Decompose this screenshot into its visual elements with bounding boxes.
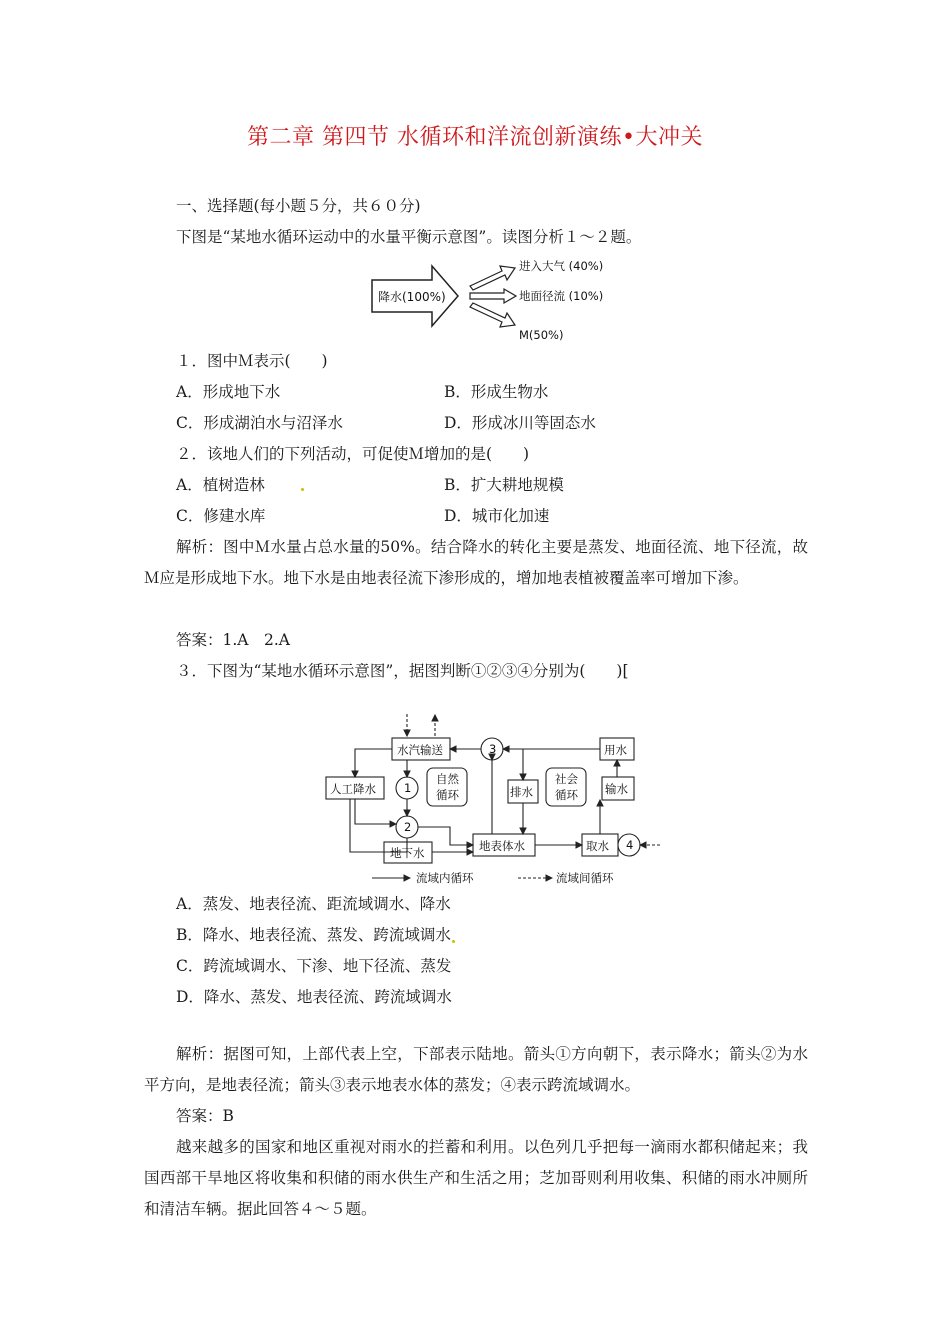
speck-mark (452, 940, 455, 943)
circle-3-label: 3 (489, 742, 497, 756)
q3-option-d: D．降水、蒸发、地表径流、跨流域调水 (176, 988, 452, 1006)
social-label: 社会循环 (555, 772, 578, 802)
q1-option-d: D．形成冰川等固态水 (444, 414, 596, 432)
analysis-3: 解析：据图可知，上部代表上空，下部表示陆地。箭头①方向朝下，表示降水；箭头②为水平方向，是地表径流；箭头③表示地表水体的蒸发；④表示跨流域调水。 (144, 1045, 808, 1094)
speck-mark (301, 488, 304, 491)
question-intro: 下图是“某地水循环运动中的水量平衡示意图”。读图分析１～２题。 (176, 228, 642, 246)
section-heading: 一、选择题(每小题５分，共６０分) (176, 197, 421, 215)
rain-label: 人工降水 (330, 782, 376, 796)
circle-4-label: 4 (626, 838, 634, 852)
atmosphere-arrow (470, 266, 515, 290)
runoff-label: 地面径流 (10%) (519, 289, 604, 303)
q2-option-a: A．植树造林 (176, 476, 265, 494)
water-cycle-diagram (320, 712, 665, 890)
legend-inter-label: 流域间循环 (556, 871, 614, 885)
m-label: M(50%) (519, 328, 564, 342)
precipitation-label: 降水(100%) (378, 290, 446, 304)
transport-label: 输水 (605, 782, 628, 796)
legend-inner-label: 流域内循环 (416, 871, 474, 885)
use-label: 用水 (604, 743, 627, 757)
q1-option-c: C．形成湖泊水与沼泽水 (176, 414, 343, 432)
question-3-stem: ３．下图为“某地水循环示意图”，据图判断①②③④分别为( )[ (176, 662, 629, 680)
q2-option-b: B．扩大耕地规模 (444, 476, 564, 494)
q3-option-c: C．跨流域调水、下渗、地下径流、蒸发 (176, 957, 452, 975)
question-2-stem: ２．该地人们的下列活动，可促使Ｍ增加的是( ) (176, 445, 530, 463)
answer-3: 答案：B (176, 1107, 234, 1125)
analysis-1-2: 解析：图中Ｍ水量占总水量的50%。结合降水的转化主要是蒸发、地面径流、地下径流，故Ｍ应是形成地下水。地下水是由地表径流下渗形成的，增加地表植被覆盖率可增加下渗。 (144, 538, 808, 587)
q1-option-b: B．形成生物水 (444, 383, 549, 401)
runoff-arrow (470, 289, 516, 303)
drain-label: 排水 (510, 785, 533, 799)
circle-1-label: 1 (404, 781, 412, 795)
natural-label: 自然循环 (436, 772, 459, 802)
passage-4-5: 越来越多的国家和地区重视对雨水的拦蓄和利用。以色列几乎把每一滴雨水都积储起来；我国西部干旱地区将收集和积储的雨水供生产和生活之用；芝加哥则利用收集、积储的雨水冲厕所和清洁车辆。据此回答４～５题。 (144, 1138, 808, 1218)
water-balance-diagram (370, 252, 630, 344)
q3-option-b: B．降水、地表径流、蒸发、跨流域调水 (176, 926, 451, 944)
page-title: 第二章 第四节 水循环和洋流创新演练•大冲关 (247, 125, 703, 150)
answer-1-2: 答案：1.A 2.A (176, 631, 290, 649)
question-1-stem: １．图中Ｍ表示( ) (176, 352, 328, 370)
atmosphere-label: 进入大气 (40%) (519, 259, 604, 273)
circle-2-label: 2 (404, 820, 412, 834)
vapor-label: 水汽输送 (397, 743, 443, 757)
m-arrow (470, 303, 515, 327)
ground-label: 地下水 (390, 846, 425, 860)
q2-option-d: D．城市化加速 (444, 507, 550, 525)
surface-label: 地表体水 (479, 839, 525, 853)
q2-option-c: C．修建水库 (176, 507, 266, 525)
q3-option-a: A．蒸发、地表径流、距流域调水、降水 (176, 895, 451, 913)
q1-option-a: A．形成地下水 (176, 383, 281, 401)
intake-label: 取水 (586, 839, 609, 853)
